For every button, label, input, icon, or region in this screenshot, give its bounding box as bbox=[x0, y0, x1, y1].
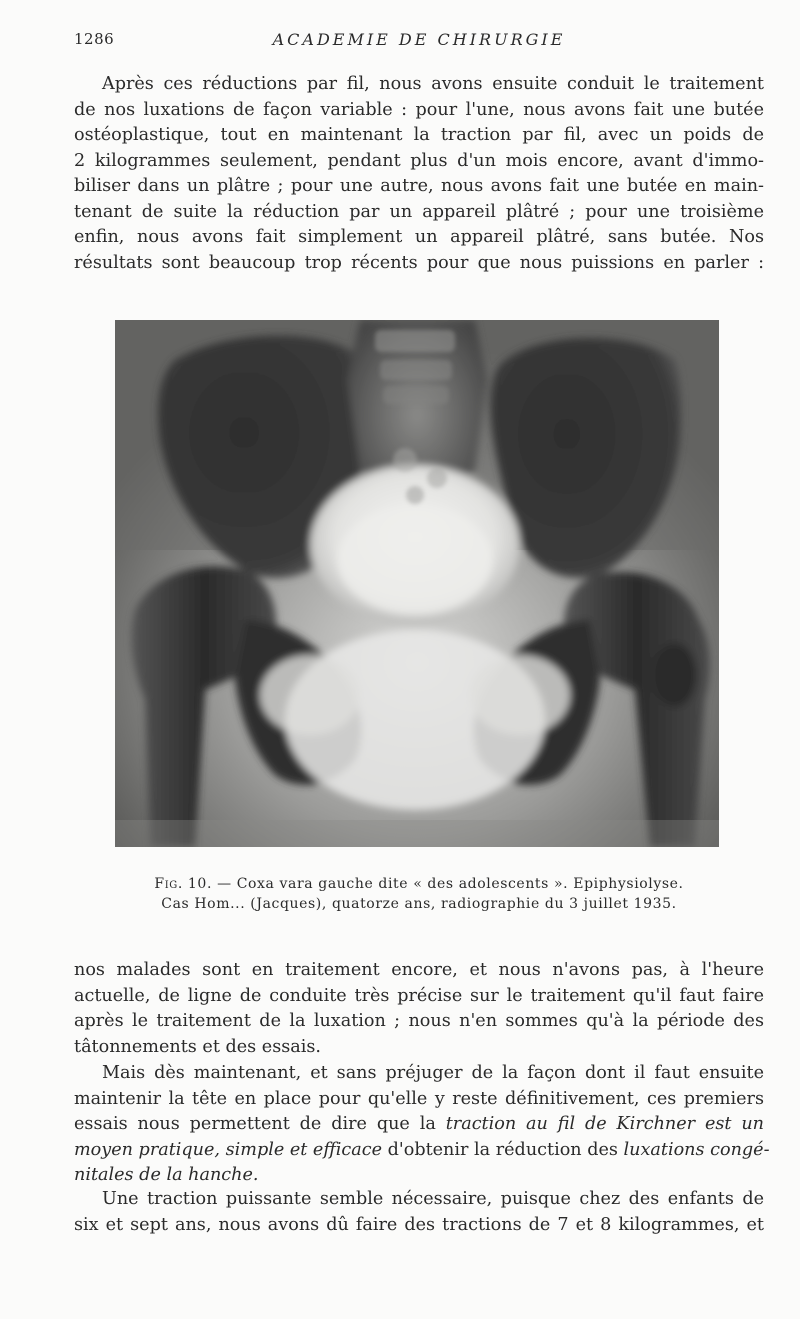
figure-label: Fig. 10. bbox=[154, 876, 212, 892]
text-line: Mais dès maintenant, et sans préjuger de la façon dont il faut ensuite bbox=[102, 1063, 764, 1083]
text-line: après le traitement de la luxation ; nous n'en sommes qu'à la période des bbox=[74, 1011, 764, 1031]
page-header bbox=[74, 30, 764, 56]
text-line bbox=[74, 1112, 764, 1138]
text-line: tenant de suite la réduction par un appareil plâtré ; pour une troisième bbox=[74, 201, 764, 222]
paragraph-2 bbox=[74, 958, 764, 1060]
figure-caption-line-1 bbox=[74, 874, 764, 894]
emphasis-text: nitales de la hanche. bbox=[74, 1165, 259, 1185]
text-line: 2 kilogrammes seulement, pendant plus d'un mois encore, avant d'immo- bbox=[74, 150, 764, 171]
text-line: enfin, nous avons fait simplement un appareil plâtré, sans butée. Nos bbox=[74, 227, 764, 247]
emphasis-text: moyen pratique, simple et efficace bbox=[74, 1139, 383, 1160]
emphasis-text: traction au fil de Kirchner est un bbox=[445, 1114, 764, 1134]
paragraph-4 bbox=[74, 1187, 764, 1238]
text-line: tâtonnements et des essais. bbox=[74, 1036, 321, 1057]
text-line: de nos luxations de façon variable : pour l'une, nous avons fait une butée bbox=[74, 99, 764, 120]
text-line: actuelle, de ligne de conduite très précise sur le traitement qu'il faut faire bbox=[74, 985, 764, 1006]
text-line: Après ces réductions par fil, nous avons ensuite conduit le traitement bbox=[102, 74, 764, 94]
text-line: maintenir la tête en place pour qu'elle y reste définitivement, ces premiers bbox=[74, 1088, 764, 1109]
text-line bbox=[74, 1138, 770, 1164]
text-line: Une traction puissante semble nécessaire, puisque chez des enfants de bbox=[102, 1189, 764, 1209]
paragraph-1 bbox=[74, 72, 764, 276]
text-run: essais nous permettent de dire que la bbox=[74, 1114, 446, 1134]
paragraph-3 bbox=[74, 1061, 770, 1189]
figure-caption-text: — Coxa vara gauche dite « des adolescents ». Epiphysiolyse. bbox=[217, 876, 684, 892]
text-line: six et sept ans, nous avons dû faire des tractions de 7 et 8 kilogrammes, et bbox=[74, 1214, 764, 1235]
emphasis-text: luxations congé- bbox=[623, 1139, 770, 1160]
text-run: d'obtenir la réduction des bbox=[382, 1139, 624, 1160]
pelvis-radiograph-image bbox=[115, 320, 719, 847]
text-line: résultats sont beaucoup trop récents pour que nous puissions en parler : bbox=[74, 252, 764, 273]
running-title: ACADEMIE DE CHIRURGIE bbox=[272, 30, 566, 49]
text-line: ostéoplastique, tout en maintenant la traction par fil, avec un poids de bbox=[74, 125, 764, 145]
page-number: 1286 bbox=[74, 30, 115, 48]
text-line: nos malades sont en traitement encore, et nous n'avons pas, à l'heure bbox=[74, 960, 764, 980]
radiograph-figure bbox=[115, 320, 719, 847]
text-line: biliser dans un plâtre ; pour une autre, nous avons fait une butée en main- bbox=[74, 176, 764, 196]
figure-caption-line-2: Cas Hom... (Jacques), quatorze ans, radiographie du 3 juillet 1935. bbox=[161, 896, 677, 912]
